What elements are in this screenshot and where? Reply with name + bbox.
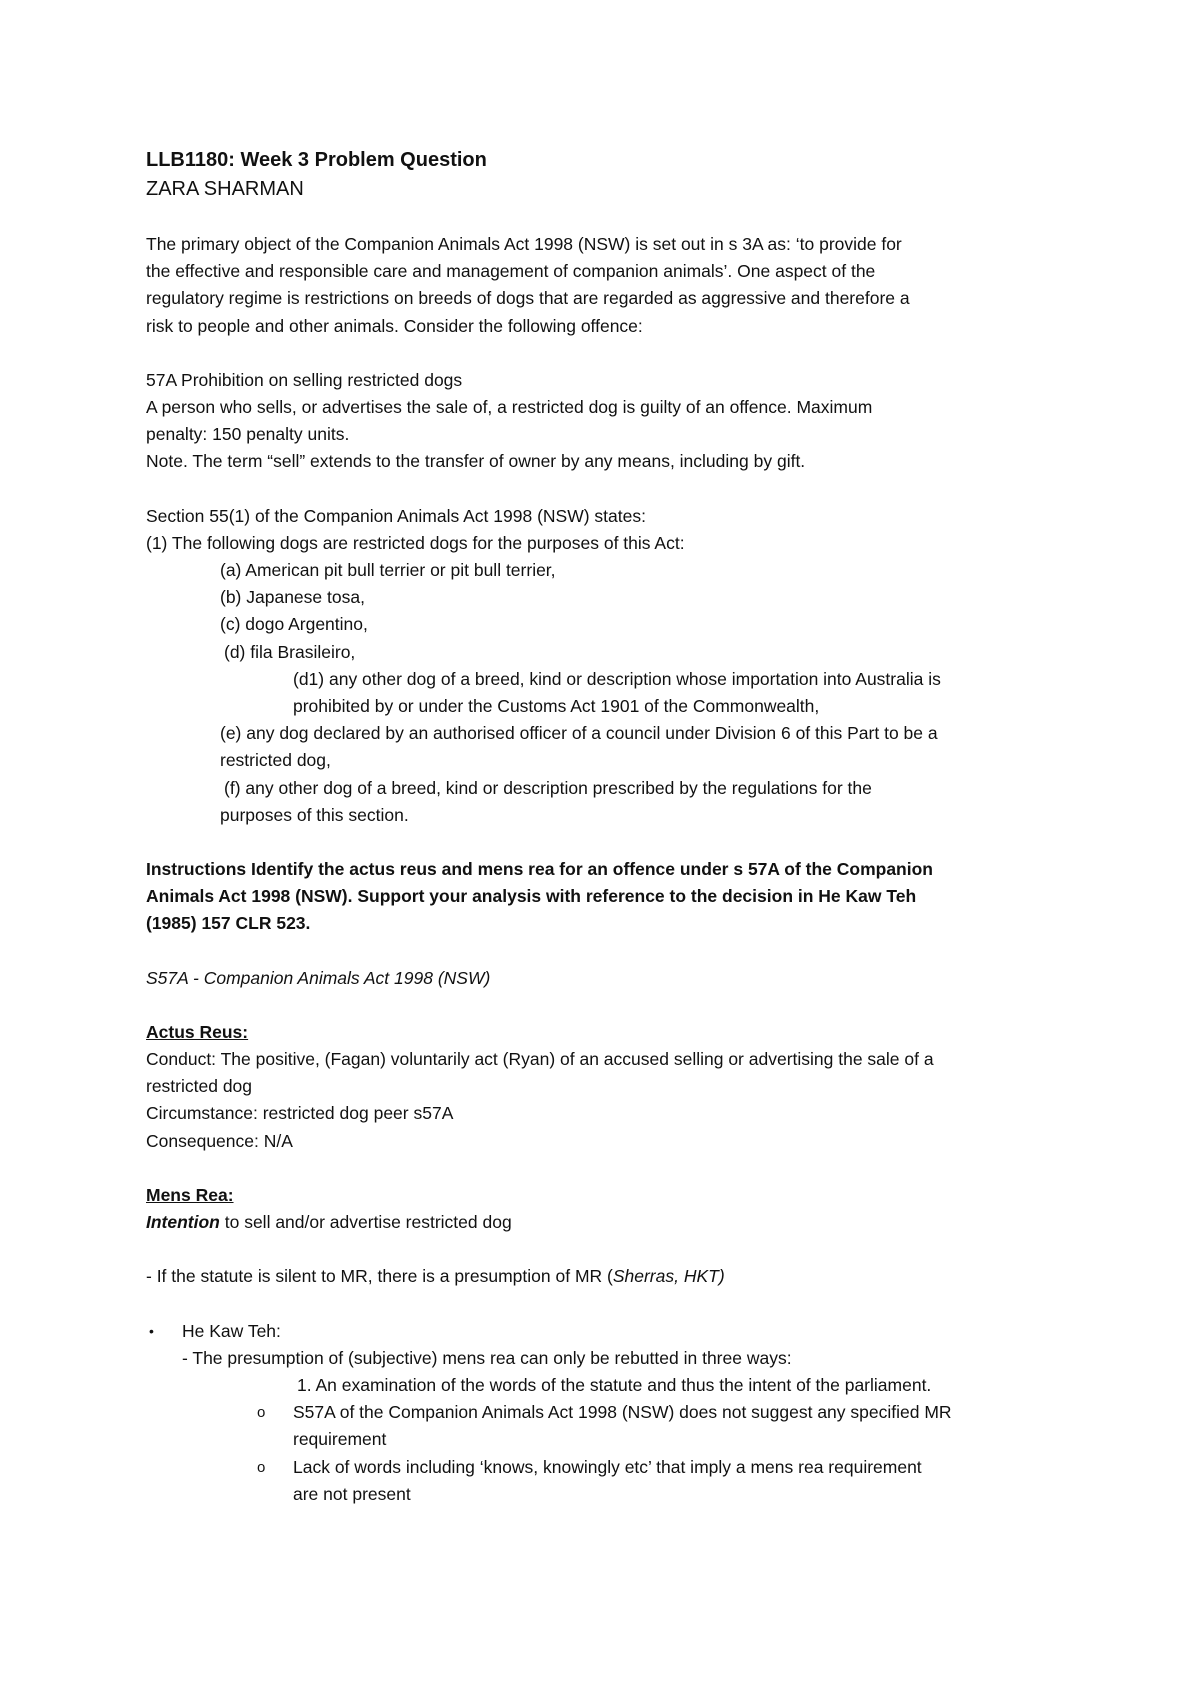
- sub-bullet-icon: o: [257, 1458, 266, 1476]
- mens-rea-heading: Mens Rea:: [146, 1184, 234, 1205]
- offence-heading: 57A Prohibition on selling restricted dogs: [146, 369, 463, 390]
- intro-line: the effective and responsible care and management of companion animals’. One aspect of the: [146, 261, 876, 282]
- intention-word: Intention: [146, 1212, 220, 1233]
- instructions-block: [146, 856, 1050, 938]
- section55-item-e-cont: restricted dog,: [220, 750, 331, 771]
- section55-item-a: (a) American pit bull terrier or pit bull terrier,: [220, 560, 556, 581]
- actus-reus-conduct: Conduct: The positive, (Fagan) voluntarily act (Ryan) of an accused selling or advertising the sale of a: [146, 1049, 934, 1070]
- document-title: LLB1180: Week 3 Problem Question: [146, 149, 487, 171]
- hkt-sub-item: [146, 1454, 1050, 1481]
- offence-line: A person who sells, or advertises the sale of, a restricted dog is guilty of an offence. Maximum: [146, 397, 873, 418]
- presumption-cases: Sherras, HKT): [612, 1266, 725, 1287]
- mens-rea-intention: [146, 1209, 1050, 1236]
- section55-heading: Section 55(1) of the Companion Animals Act 1998 (NSW) states:: [146, 505, 646, 526]
- intro-paragraph: [146, 231, 1050, 340]
- answer-section-title: S57A - Companion Animals Act 1998 (NSW): [146, 967, 491, 988]
- offence-line: penalty: 150 penalty units.: [146, 424, 350, 445]
- hkt-bullet-item: [146, 1318, 1050, 1345]
- instructions-line: (1985) 157 CLR 523.: [146, 913, 311, 934]
- hkt-sub-item-2-cont: are not present: [293, 1483, 411, 1504]
- spacer: [146, 938, 1050, 965]
- bullet-icon: •: [149, 1322, 154, 1339]
- section55-item-f-cont: purposes of this section.: [220, 804, 409, 825]
- spacer: [146, 340, 1050, 367]
- presumption-text: - If the statute is silent to MR, there is a presumption of MR (: [146, 1266, 613, 1287]
- actus-reus-block: [146, 1019, 1050, 1155]
- spacer: [146, 1155, 1050, 1182]
- spacer: [146, 1291, 1050, 1318]
- hkt-sub-item: [146, 1399, 1050, 1426]
- hkt-label: He Kaw Teh:: [182, 1320, 281, 1341]
- section55-item-d1: (d1) any other dog of a breed, kind or description whose importation into Australia is: [293, 668, 941, 689]
- sub-bullet-icon: o: [257, 1404, 266, 1422]
- actus-reus-circumstance: Circumstance: restricted dog peer s57A: [146, 1103, 454, 1124]
- hkt-sub-item-1: S57A of the Companion Animals Act 1998 (NSW) does not suggest any specified MR: [293, 1402, 952, 1423]
- hkt-rebut: - The presumption of (subjective) mens rea can only be rebutted in three ways:: [182, 1347, 792, 1368]
- actus-reus-conduct-cont: restricted dog: [146, 1076, 253, 1097]
- section55-item-c: (c) dogo Argentino,: [220, 614, 368, 635]
- spacer: [146, 1236, 1050, 1263]
- actus-reus-heading: Actus Reus:: [146, 1021, 249, 1042]
- section55-item-b: (b) Japanese tosa,: [220, 587, 365, 608]
- spacer: [146, 829, 1050, 856]
- offence-note: Note. The term “sell” extends to the transfer of owner by any means, including by gift.: [146, 451, 806, 472]
- spacer: [146, 476, 1050, 503]
- intro-line: risk to people and other animals. Consider the following offence:: [146, 315, 643, 336]
- mens-rea-block: [146, 1182, 1050, 1236]
- spacer: [146, 992, 1050, 1019]
- document-author: ZARA SHARMAN: [146, 178, 304, 200]
- spacer: [146, 204, 1050, 231]
- instructions-line: Instructions Identify the actus reus and mens rea for an offence under s 57A of the Companion: [146, 859, 933, 880]
- presumption-line: [146, 1263, 1050, 1290]
- actus-reus-consequence: Consequence: N/A: [146, 1130, 293, 1151]
- hkt-sub-item-2: Lack of words including ‘knows, knowingly etc’ that imply a mens rea requirement: [293, 1456, 922, 1477]
- offence-block: [146, 367, 1050, 476]
- section55-item-f: (f) any other dog of a breed, kind or description prescribed by the regulations for the: [224, 777, 872, 798]
- section55-item-d: (d) fila Brasileiro,: [224, 641, 356, 662]
- section55-block: [146, 503, 1050, 829]
- intro-line: The primary object of the Companion Animals Act 1998 (NSW) is set out in s 3A as: ‘to provide for: [146, 234, 902, 254]
- hkt-block: [146, 1318, 1050, 1508]
- section55-lead: (1) The following dogs are restricted dogs for the purposes of this Act:: [146, 532, 685, 553]
- section55-item-e: (e) any dog declared by an authorised officer of a council under Division 6 of this Part to be a: [220, 723, 938, 744]
- hkt-point-1: 1. An examination of the words of the statute and thus the intent of the parliament.: [297, 1374, 932, 1395]
- intro-line: regulatory regime is restrictions on breeds of dogs that are regarded as aggressive and therefore a: [146, 288, 910, 309]
- section55-item-d1-cont: prohibited by or under the Customs Act 1901 of the Commonwealth,: [293, 696, 820, 717]
- hkt-sub-item-1-cont: requirement: [293, 1429, 387, 1450]
- instructions-line: Animals Act 1998 (NSW). Support your analysis with reference to the decision in He Kaw Teh: [146, 886, 917, 907]
- intention-text: to sell and/or advertise restricted dog: [219, 1212, 512, 1233]
